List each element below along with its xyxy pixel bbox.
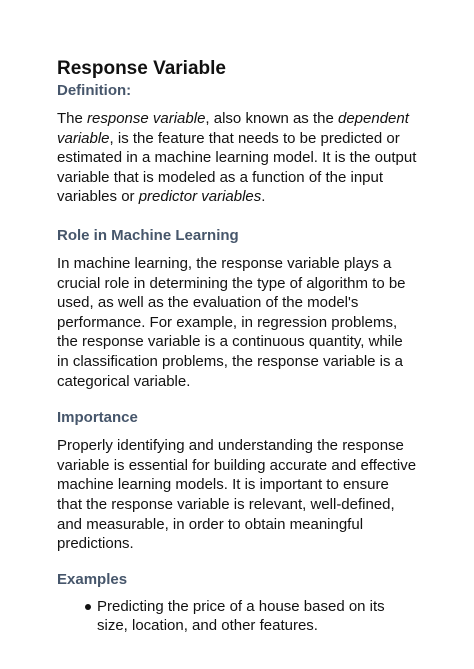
definition-text-1: The bbox=[57, 110, 88, 127]
importance-paragraph: Properly identifying and understanding the response variable is essential for building accurate and effective machine learning models. It is important to ensure that the response variable is relevant, well-defined, and measurable, in order to obtain meaningful predictions. bbox=[57, 437, 417, 553]
definition-text-2: , also known as the bbox=[205, 110, 338, 127]
definition-term-dependent-variable: dependent variable bbox=[57, 110, 409, 147]
examples-list bbox=[57, 597, 417, 636]
definition-paragraph bbox=[57, 109, 417, 207]
examples-heading: Examples bbox=[57, 570, 128, 588]
definition-term-predictor-variables: predictor variables bbox=[138, 188, 262, 206]
role-heading: Role in Machine Learning bbox=[57, 226, 239, 244]
list-item bbox=[57, 597, 417, 636]
bullet-icon bbox=[85, 604, 91, 610]
definition-text-4: . bbox=[261, 188, 266, 206]
role-paragraph: In machine learning, the response variable plays a crucial role in determining the type of algorithm to be used, as well as the evaluation of the model's performance. For example, in regression problems, the response variable is a continuous quantity, while in classification problems, the response variable is a categorical variable. bbox=[57, 254, 406, 390]
definition-term-response-variable: response variable bbox=[87, 110, 206, 127]
definition-heading: Definition: bbox=[57, 82, 132, 99]
page-title: Response Variable bbox=[57, 58, 226, 79]
importance-heading: Importance bbox=[57, 409, 138, 427]
definition-text-3: , is the feature that needs to be predicted or estimated in a machine learning model. It is the output variable that is modeled as a function of the input variables or bbox=[57, 129, 417, 206]
example-text: Predicting the price of a house based on its size, location, and other features. bbox=[97, 597, 385, 635]
document-page bbox=[57, 58, 417, 636]
